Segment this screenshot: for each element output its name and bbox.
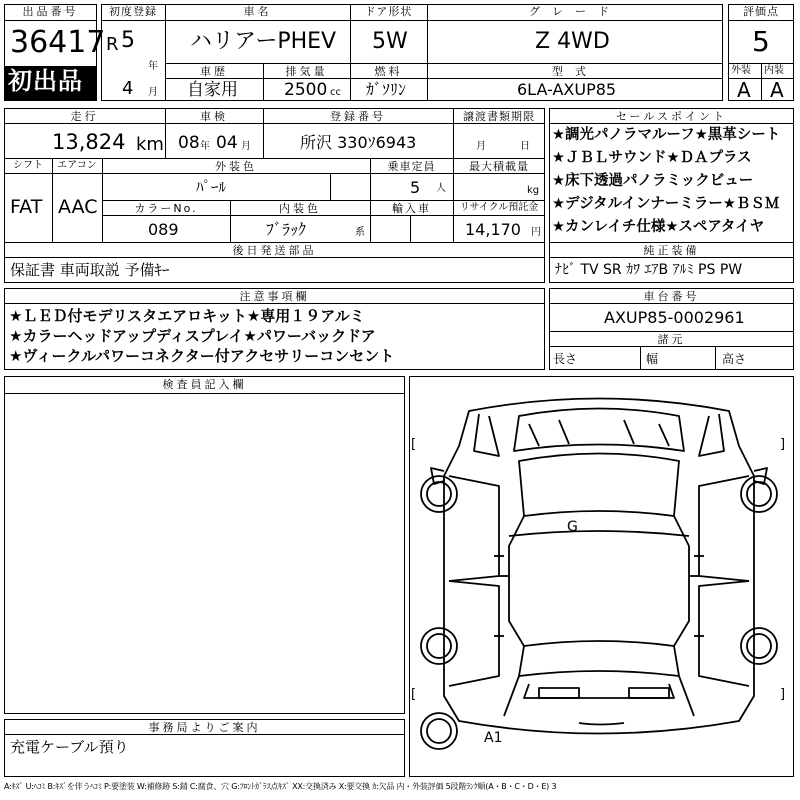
- damage-mark-a1: A1: [484, 730, 503, 746]
- recycle-label: リサイクル預託金: [459, 202, 539, 213]
- sales-point-line: ★床下透過パノラミックビュー: [552, 173, 754, 189]
- displacement-label: 排気量: [285, 65, 328, 78]
- car-name-label: 車名: [243, 5, 272, 18]
- exterior-color-label: 外装色: [215, 160, 257, 173]
- office-note-value: 充電ケーブル預り: [10, 738, 129, 756]
- bracket-mark: [: [411, 687, 417, 702]
- note-line: ★ヴィークルパワーコネクター付アクセサリーコンセント: [9, 347, 395, 365]
- exterior-score: A: [737, 78, 751, 102]
- mileage-value: 13,824: [52, 130, 126, 154]
- aircon-label: エアコン: [57, 160, 97, 171]
- exterior-score-label: 外装: [731, 65, 751, 76]
- car-damage-diagram: [409, 376, 794, 777]
- model-label: 型式: [552, 65, 598, 78]
- note-line: ★ＬＥＤ付モデリスタエアロキット★専用１９アルミ: [9, 307, 365, 325]
- fuel-value: ｶﾞｿﾘﾝ: [366, 80, 407, 99]
- damage-mark-g: G: [567, 519, 578, 535]
- max-load-label: 最大積載量: [469, 160, 529, 173]
- car-name: ハリアーPHEV: [190, 29, 337, 54]
- bracket-mark: ]: [780, 687, 786, 702]
- later-parts-label: 後日発送部品: [232, 244, 317, 257]
- interior-score: A: [770, 78, 784, 102]
- interior-color-suffix: 系: [355, 227, 365, 238]
- sales-point-line: ★調光パノラマルーフ★黒革シート: [552, 127, 781, 143]
- inspection-year: 08: [178, 133, 200, 153]
- lot-number-label: 出品番号: [22, 5, 79, 18]
- damage-legend: A:ｷｽﾞ U:ﾍｺﾐ B:ｷｽﾞを伴うﾍｺﾐ P:要塗装 W:補修跡 S:錆 C:腐食、穴 G:ﾌﾛﾝﾄｶﾞﾗｽ点ｷｽﾞ XX:交換済み X:要交換 ｶ:欠品 内・外装評価 5段階ﾗﾝｸ順(A・B・C・D・E) 3: [4, 782, 557, 791]
- bracket-mark: ]: [780, 437, 786, 452]
- first-reg-month: 4: [122, 78, 134, 99]
- mileage-label: 走行: [70, 110, 99, 123]
- chassis-label: 車台番号: [643, 290, 700, 303]
- genuine-value: ﾅﾋﾞ TV SR ｶﾜ ｴｱB ｱﾙﾐ PS PW: [555, 262, 743, 278]
- first-reg-era: R: [106, 34, 119, 55]
- inspector-notes-box: [4, 376, 405, 714]
- import-label: 輸入車: [392, 202, 431, 215]
- exterior-color-value: ﾊﾟｰﾙ: [196, 178, 227, 196]
- displacement-value: 2500: [284, 80, 328, 100]
- first-listing-badge-text: 初出品: [8, 67, 83, 95]
- recycle-unit: 円: [531, 227, 541, 238]
- capacity-value: 5: [410, 178, 421, 197]
- color-no-value: 089: [148, 220, 179, 239]
- genuine-label: 純正装備: [643, 244, 700, 257]
- sales-points-label: セールスポイント: [615, 110, 727, 123]
- notes-label: 注意事項欄: [239, 290, 310, 303]
- shift-label: シフト: [13, 160, 43, 171]
- capacity-label: 乗車定員: [387, 160, 436, 173]
- model-value: 6LA-AXUP85: [517, 80, 617, 99]
- sales-point-line: ★ＪＢＬサウンド★ＤＡプラス: [552, 150, 752, 166]
- dimensions-label: 諸元: [657, 333, 686, 346]
- capacity-unit: 人: [436, 183, 446, 194]
- interior-color-value: ﾌﾞﾗｯｸ: [266, 220, 307, 239]
- history-value: 自家用: [187, 80, 238, 100]
- history-label: 車歴: [200, 65, 228, 78]
- inspector-notes-label: 検査員記入欄: [162, 378, 247, 391]
- score-label: 評価点: [743, 5, 779, 18]
- registration-value: 所沢 330ｿ6943: [300, 133, 417, 152]
- color-no-label: カラーNo.: [134, 202, 198, 215]
- chassis-value: AXUP85-0002961: [604, 308, 745, 327]
- displacement-unit: cc: [330, 87, 341, 98]
- interior-score-label: 内装: [764, 65, 784, 76]
- grade-value: Z 4WD: [535, 29, 610, 54]
- inspection-month-unit: 月: [241, 141, 251, 152]
- transfer-day-unit: 日: [520, 141, 530, 152]
- recycle-value: 14,170: [465, 220, 521, 239]
- aircon-value: AAC: [58, 196, 98, 218]
- max-load-unit: kg: [527, 185, 540, 196]
- inspection-label: 車検: [200, 110, 228, 123]
- door-label: ドア形状: [364, 5, 413, 18]
- sales-point-line: ★カンレイチ仕様★スペアタイヤ: [552, 219, 765, 235]
- length-label: 長さ: [553, 352, 578, 366]
- shift-value: FAT: [10, 196, 43, 218]
- first-reg-year-unit: 年: [148, 61, 158, 72]
- registration-label: 登録番号: [330, 110, 386, 123]
- transfer-month-unit: 月: [476, 141, 486, 152]
- interior-color-label: 内装色: [279, 202, 321, 215]
- grade-label: グレード: [529, 5, 621, 18]
- bracket-mark: [: [411, 437, 417, 452]
- sales-point-line: ★デジタルインナーミラー★ＢＳＭ: [552, 196, 780, 212]
- score-value: 5: [752, 25, 770, 58]
- inspection-year-unit: 年: [200, 141, 210, 152]
- first-reg-month-unit: 月: [148, 87, 158, 98]
- width-label: 幅: [646, 352, 659, 366]
- transfer-label: 譲渡書類期限: [463, 110, 535, 123]
- height-label: 高さ: [722, 352, 747, 366]
- office-note-label: 事務局よりご案内: [148, 721, 261, 734]
- inspection-month: 04: [216, 133, 238, 153]
- lot-number: 36417: [10, 25, 106, 60]
- note-line: ★カラーヘッドアップディスプレイ★パワーバックドア: [9, 327, 376, 345]
- fuel-label: 燃料: [374, 65, 403, 78]
- first-reg-label: 初度登録: [109, 5, 157, 18]
- later-parts-value: 保証書 車両取説 予備ｷｰ: [10, 261, 170, 279]
- door-value: 5W: [372, 29, 408, 54]
- mileage-unit: km: [136, 134, 164, 155]
- first-reg-year: 5: [121, 28, 135, 53]
